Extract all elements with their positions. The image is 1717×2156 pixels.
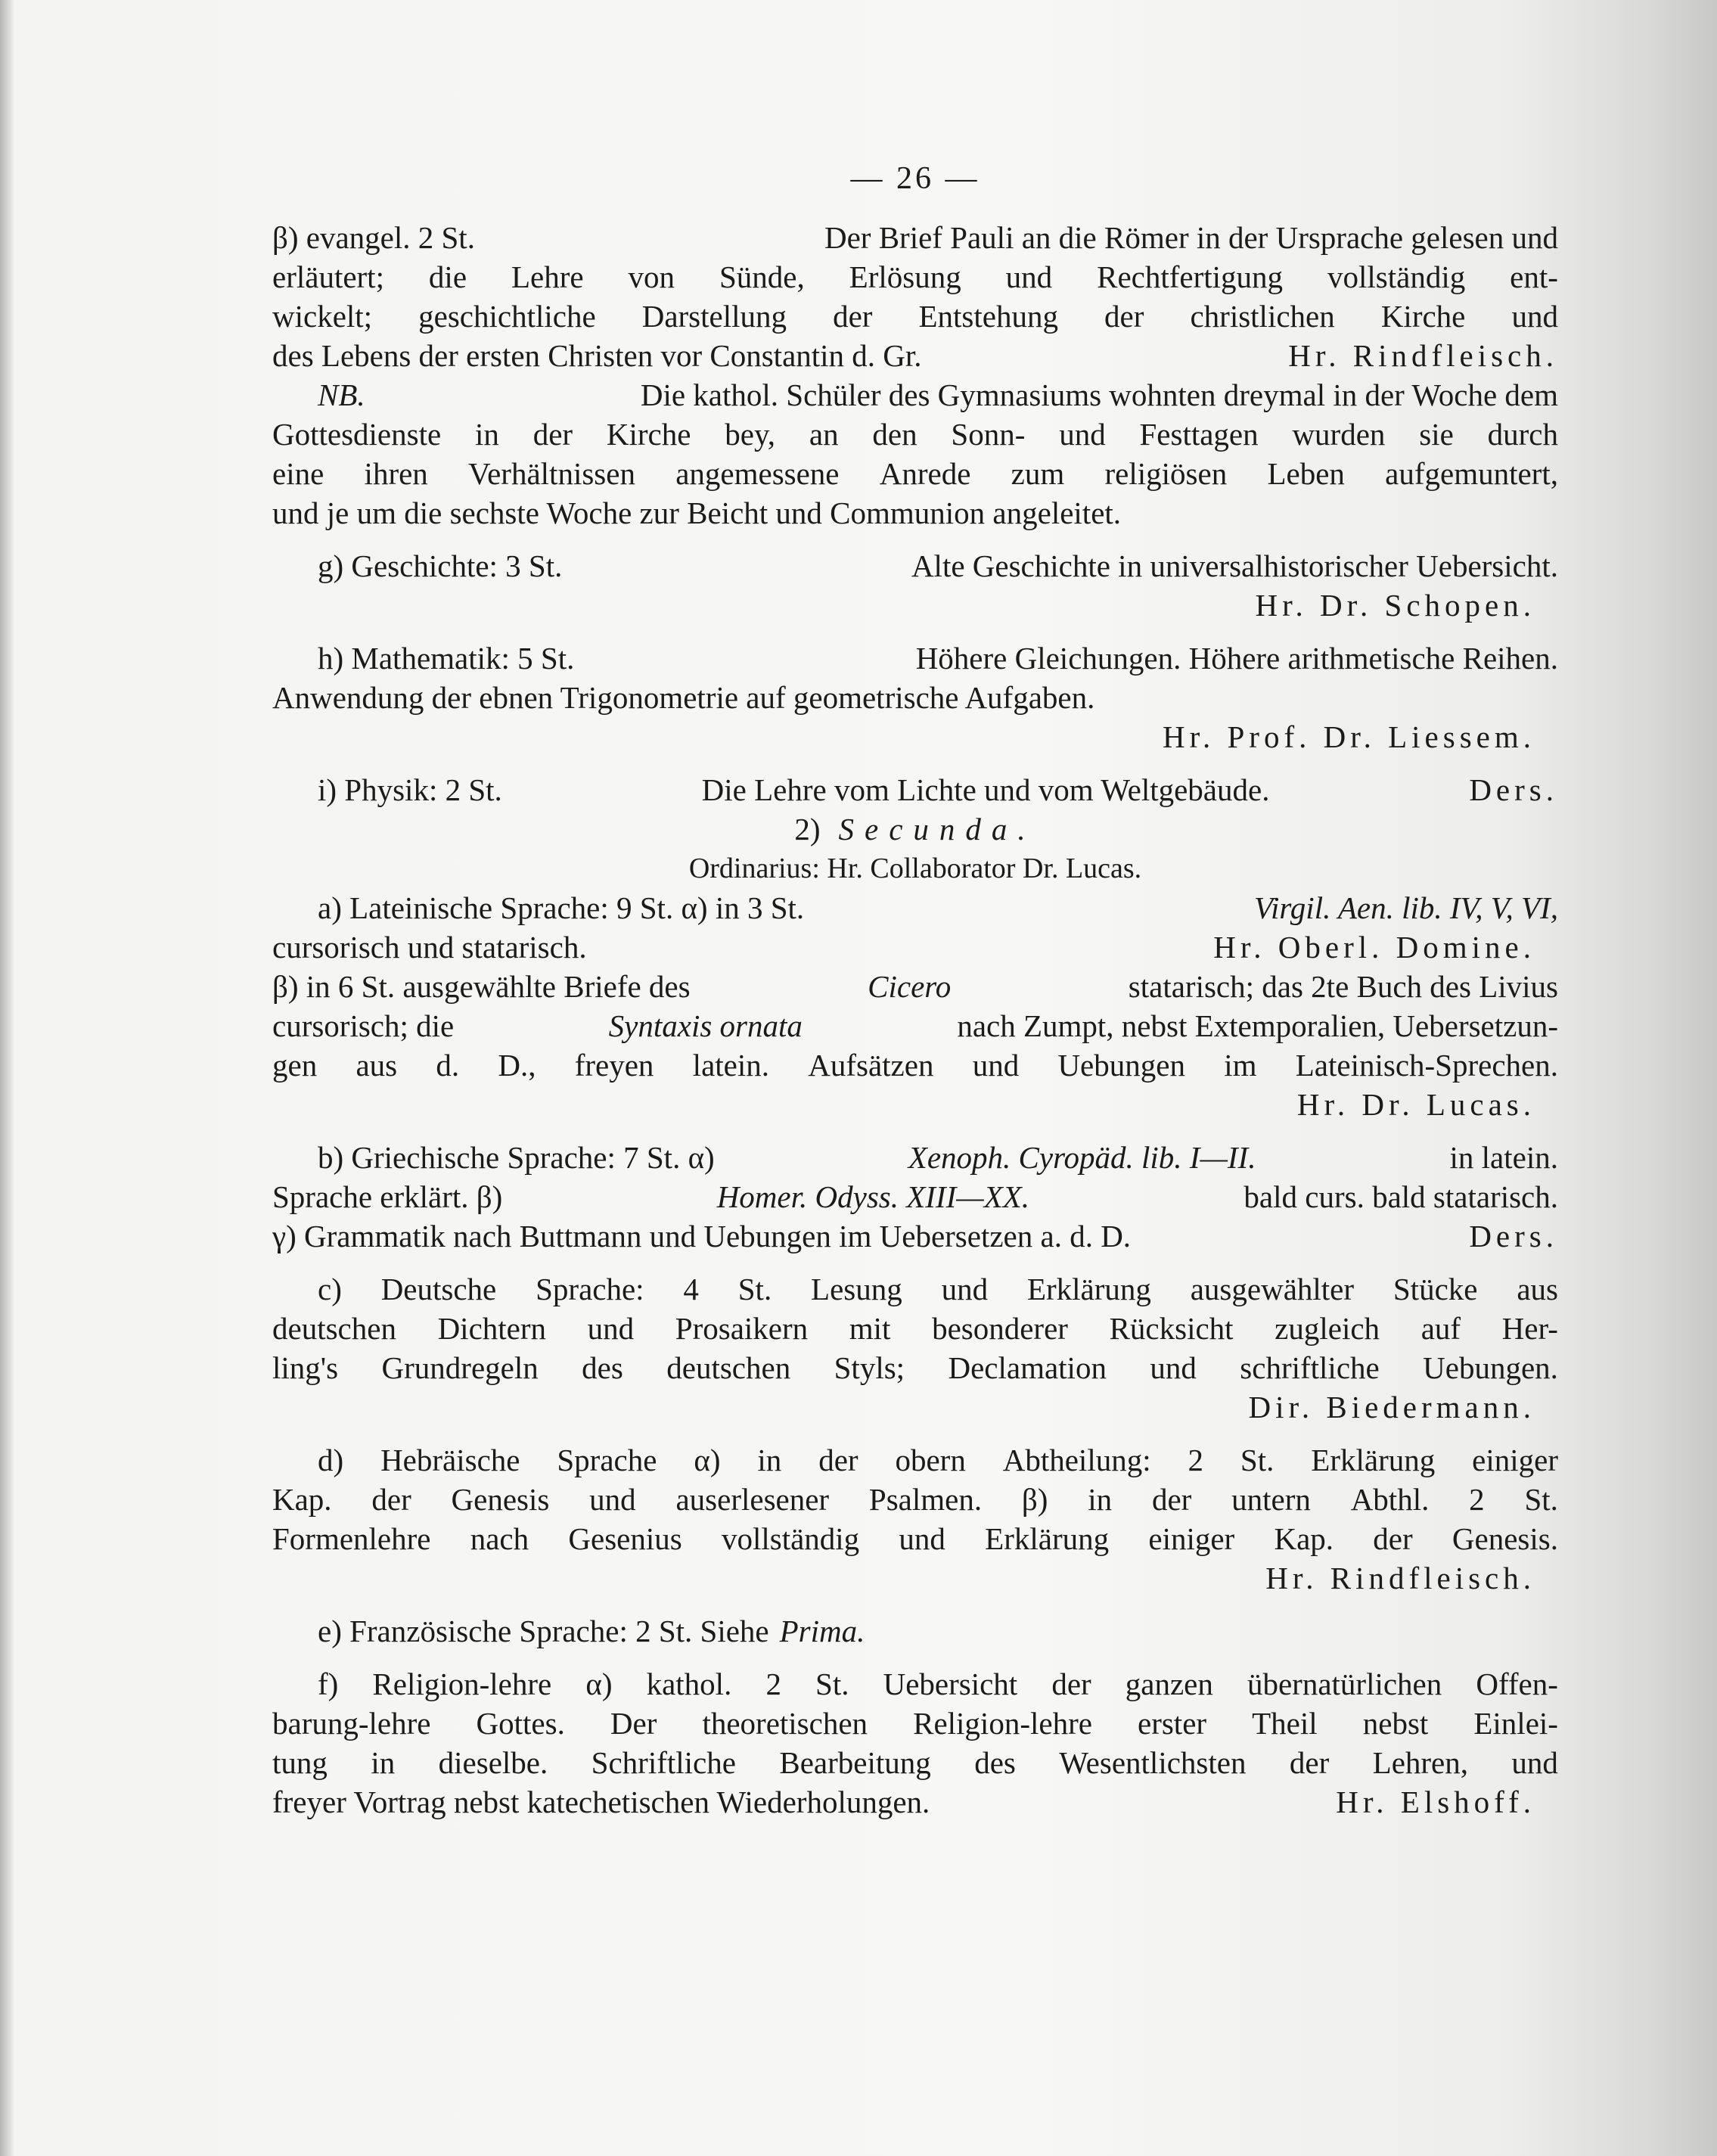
word: aus xyxy=(356,1048,398,1083)
word: angemessene xyxy=(675,456,840,491)
word: Einlei- xyxy=(1473,1706,1558,1741)
word: St. xyxy=(1240,1443,1275,1477)
word: Erklärung xyxy=(1311,1443,1436,1477)
text-line: cursorisch und statarisch. Hr. Oberl. Domine. xyxy=(272,930,1535,965)
word: aus xyxy=(1517,1272,1558,1306)
word: aufgemuntert, xyxy=(1385,456,1558,491)
word: Sprache: xyxy=(536,1272,644,1306)
word: und xyxy=(941,1272,989,1306)
word: Sonn- xyxy=(951,417,1026,452)
word: und xyxy=(1511,299,1558,334)
word: in xyxy=(475,417,499,452)
word: kathol. xyxy=(646,1667,732,1701)
word: wickelt; xyxy=(272,299,373,334)
word: auserlesener xyxy=(675,1482,830,1517)
word: deutschen xyxy=(666,1350,791,1385)
word: und xyxy=(1511,1745,1558,1780)
word: Uebungen. xyxy=(1423,1350,1558,1385)
word: Kap. xyxy=(1274,1521,1334,1556)
word: der xyxy=(1373,1521,1413,1556)
word: des xyxy=(974,1745,1016,1780)
word: und xyxy=(899,1521,945,1556)
text-line xyxy=(272,454,1558,493)
text-line: b) Griechische Sprache: 7 St. α) Xenoph. Cyropäd. lib. I—II. in latein. xyxy=(318,1140,1558,1175)
word: der xyxy=(1051,1667,1091,1701)
word: α) xyxy=(585,1667,613,1701)
word: barung-lehre xyxy=(272,1706,431,1741)
word: ihren xyxy=(364,456,428,491)
word: d) xyxy=(318,1443,344,1477)
word: 2 xyxy=(1469,1482,1485,1517)
word: Lehre xyxy=(511,259,584,294)
word: Sünde, xyxy=(719,259,805,294)
word: Kap. xyxy=(272,1482,332,1517)
text-line xyxy=(272,1269,1558,1309)
word: Uebersicht xyxy=(883,1667,1018,1701)
text-line xyxy=(272,1664,1558,1704)
word: religiösen xyxy=(1104,456,1228,491)
word: 2 xyxy=(765,1667,781,1701)
word: der xyxy=(371,1482,411,1517)
word: f) xyxy=(318,1667,339,1701)
word: Erlösung xyxy=(849,259,961,294)
word: Religion-lehre xyxy=(372,1667,552,1701)
text-line: β) in 6 St. ausgewählte Briefe des Cicero statarisch; das 2te Buch des Livius xyxy=(272,969,1558,1004)
word: Stücke xyxy=(1393,1272,1478,1306)
word: mit xyxy=(849,1311,891,1346)
text-line: cursorisch; die Syntaxis ornata nach Zumpt, nebst Extemporalien, Uebersetzun- xyxy=(272,1008,1558,1043)
word: Lehren, xyxy=(1372,1745,1468,1780)
word: des xyxy=(582,1350,623,1385)
word: Psalmen. xyxy=(868,1482,983,1517)
text-line: β) evangel. 2 St. Der Brief Pauli an die Römer in der Ursprache gelesen und xyxy=(272,220,1558,255)
word: freyen xyxy=(574,1048,654,1083)
word: christlichen xyxy=(1190,299,1335,334)
section-subheading: Ordinarius: Hr. Collaborator Dr. Lucas. xyxy=(688,853,1142,884)
word: 2 xyxy=(1188,1443,1204,1477)
text-line: Dir. Biedermann. xyxy=(1248,1390,1535,1424)
word: zum xyxy=(1011,456,1065,491)
word: schriftliche xyxy=(1240,1350,1380,1385)
text-line: und je um die sechste Woche zur Beicht und Communion angeleitet. xyxy=(272,496,1122,530)
text-line: Sprache erklärt. β) Homer. Odyss. XIII—XX. bald curs. bald statarisch. xyxy=(272,1179,1558,1214)
word: St. xyxy=(1524,1482,1558,1517)
word: der xyxy=(1289,1745,1330,1780)
word: Genesis. xyxy=(1452,1521,1558,1556)
word: nebst xyxy=(1362,1706,1429,1741)
word: Abthl. xyxy=(1350,1482,1430,1517)
text-line xyxy=(272,1704,1558,1743)
word: latein. xyxy=(692,1048,769,1083)
word: Hebräische xyxy=(380,1443,520,1477)
word: Sprache xyxy=(557,1443,657,1477)
word: und xyxy=(587,1311,635,1346)
word: Der xyxy=(610,1706,657,1741)
word: Uebungen xyxy=(1057,1048,1185,1083)
word: in xyxy=(371,1745,396,1780)
word: ent- xyxy=(1510,259,1558,294)
word: im xyxy=(1224,1048,1257,1083)
word: d. xyxy=(436,1048,460,1083)
word: St. xyxy=(815,1667,849,1701)
text-line xyxy=(272,1519,1558,1558)
word: der xyxy=(532,417,573,452)
word: die xyxy=(428,259,467,294)
word: Verhältnissen xyxy=(468,456,635,491)
word: einiger xyxy=(1148,1521,1235,1556)
word: Erklärung xyxy=(1026,1272,1151,1306)
word: 4 xyxy=(683,1272,699,1306)
word: Styls; xyxy=(834,1350,905,1385)
text-line: Hr. Rindfleisch. xyxy=(1265,1561,1535,1595)
word: vollständig xyxy=(721,1521,860,1556)
text-line: NB. Die kathol. Schüler des Gymnasiums wohnten dreymal in der Woche dem xyxy=(318,377,1558,412)
word: Wesentlichsten xyxy=(1059,1745,1247,1780)
word: β) xyxy=(1021,1482,1048,1517)
text-line: Hr. Prof. Dr. Liessem. xyxy=(1163,719,1535,754)
word: den xyxy=(872,417,917,452)
word: Bearbeitung xyxy=(779,1745,931,1780)
word: untern xyxy=(1231,1482,1311,1517)
word: Kirche xyxy=(1380,299,1466,334)
word: und xyxy=(1005,259,1053,294)
word: Entstehung xyxy=(918,299,1058,334)
word: Religion-lehre xyxy=(913,1706,1092,1741)
word: wurden xyxy=(1292,417,1386,452)
word: ausgewählter xyxy=(1190,1272,1355,1306)
word: gen xyxy=(272,1048,318,1083)
text-line: freyer Vortrag nebst katechetischen Wiederholungen. Hr. Elshoff. xyxy=(272,1785,1535,1819)
text-line xyxy=(272,1309,1558,1348)
word: in xyxy=(1088,1482,1113,1517)
word: D., xyxy=(498,1048,536,1083)
word: obern xyxy=(895,1443,966,1477)
word: Abtheilung: xyxy=(1002,1443,1151,1477)
word: Lateinisch-Sprechen. xyxy=(1295,1048,1558,1083)
word: übernatürlichen xyxy=(1247,1667,1442,1701)
word: erläutert; xyxy=(272,259,384,294)
word: Gottes. xyxy=(476,1706,565,1741)
word: ganzen xyxy=(1125,1667,1213,1701)
word: zugleich xyxy=(1275,1311,1380,1346)
word: tung xyxy=(272,1745,328,1780)
word: Rücksicht xyxy=(1109,1311,1234,1346)
word: bey, xyxy=(725,417,776,452)
word: ling's xyxy=(272,1350,339,1385)
word: Rechtfertigung xyxy=(1097,259,1284,294)
word: und xyxy=(1059,417,1106,452)
word: auf xyxy=(1420,1311,1461,1346)
word: der xyxy=(818,1443,858,1477)
word: theoretischen xyxy=(702,1706,868,1741)
word: dieselbe. xyxy=(438,1745,548,1780)
text-line xyxy=(272,1045,1558,1085)
word: und xyxy=(972,1048,1020,1083)
text-line: e) Französische Sprache: 2 St. Siehe Prima. xyxy=(318,1614,865,1648)
text-line xyxy=(272,415,1558,454)
text-line: γ) Grammatik nach Buttmann und Uebungen im Uebersetzen a. d. D. Ders. xyxy=(272,1219,1558,1254)
word: einiger xyxy=(1472,1443,1558,1477)
section-heading: 2) Secunda. xyxy=(794,812,1036,847)
page-number: — 26 — xyxy=(850,161,980,196)
word: erster xyxy=(1138,1706,1207,1741)
word: Theil xyxy=(1252,1706,1318,1741)
word: Deutsche xyxy=(380,1272,497,1306)
text-line: g) Geschichte: 3 St. Alte Geschichte in universalhistorischer Uebersicht. xyxy=(318,548,1558,583)
word: Genesis xyxy=(451,1482,550,1517)
text-line xyxy=(272,257,1558,297)
word: Anrede xyxy=(879,456,971,491)
word: c) xyxy=(318,1272,342,1306)
page-gutter-shadow xyxy=(0,0,14,2156)
word: und xyxy=(1150,1350,1197,1385)
word: Her- xyxy=(1501,1311,1558,1346)
word: Grundregeln xyxy=(381,1350,539,1385)
word: Leben xyxy=(1267,456,1345,491)
word: Gesenius xyxy=(568,1521,682,1556)
text-line: Hr. Dr. Schopen. xyxy=(1255,588,1535,623)
word: Erklärung xyxy=(985,1521,1110,1556)
text-line: Anwendung der ebnen Trigonometrie auf geometrische Aufgaben. xyxy=(272,680,1095,715)
word: geschichtliche xyxy=(418,299,596,334)
word: Dichtern xyxy=(437,1311,547,1346)
word: Darstellung xyxy=(641,299,787,334)
word: an xyxy=(809,417,839,452)
word: vollständig xyxy=(1327,259,1466,294)
text-line xyxy=(272,1440,1558,1480)
word: Kirche xyxy=(606,417,691,452)
word: Schriftliche xyxy=(591,1745,736,1780)
word: Offen- xyxy=(1476,1667,1558,1701)
word: Festtagen xyxy=(1139,417,1259,452)
text-line xyxy=(272,1480,1558,1519)
word: und xyxy=(589,1482,636,1517)
word: Prosaikern xyxy=(675,1311,809,1346)
text-line: Hr. Dr. Lucas. xyxy=(1296,1087,1535,1122)
text-line xyxy=(272,1743,1558,1782)
word: sie xyxy=(1419,417,1454,452)
text-line: h) Mathematik: 5 St. Höhere Gleichungen. Höhere arithmetische Reihen. xyxy=(318,641,1558,676)
word: der xyxy=(833,299,873,334)
text-line: i) Physik: 2 St. Die Lehre vom Lichte und vom Weltgebäude. Ders. xyxy=(318,772,1558,807)
word: Formenlehre xyxy=(272,1521,431,1556)
word: Aufsätzen xyxy=(808,1048,934,1083)
word: Gottesdienste xyxy=(272,417,442,452)
word: nach xyxy=(470,1521,529,1556)
word: deutschen xyxy=(272,1311,396,1346)
text-line: a) Lateinische Sprache: 9 St. α) in 3 St. Virgil. Aen. lib. IV, V, VI, xyxy=(318,890,1558,925)
word: in xyxy=(757,1443,782,1477)
word: Lesung xyxy=(811,1272,902,1306)
page-text xyxy=(272,159,1558,1822)
word: besonderer xyxy=(932,1311,1068,1346)
word: von xyxy=(628,259,675,294)
word: eine xyxy=(272,456,324,491)
text-line xyxy=(272,1348,1558,1387)
word: α) xyxy=(694,1443,721,1477)
text-line xyxy=(272,297,1558,336)
word: Declamation xyxy=(948,1350,1107,1385)
word: der xyxy=(1104,299,1144,334)
word: St. xyxy=(737,1272,772,1306)
word: der xyxy=(1151,1482,1192,1517)
text-line: des Lebens der ersten Christen vor Constantin d. Gr. Hr. Rindfleisch. xyxy=(272,338,1558,373)
word: durch xyxy=(1487,417,1558,452)
